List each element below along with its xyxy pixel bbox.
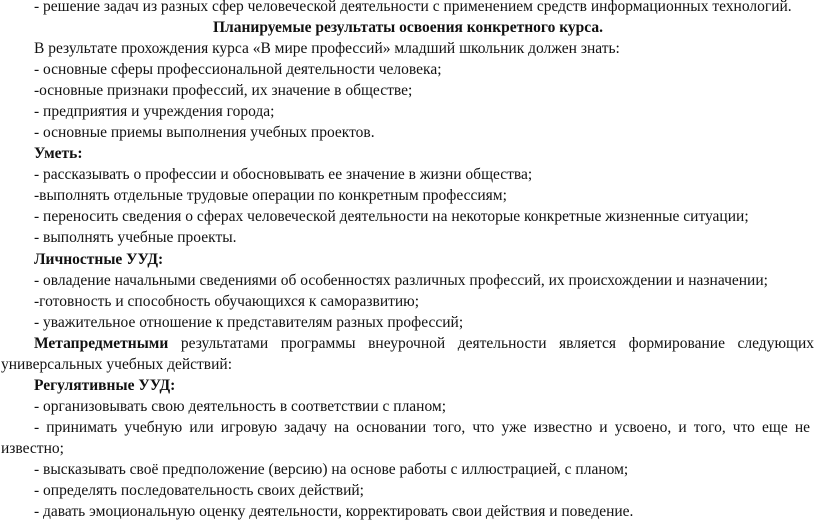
meta-rest-text: результатами программы внеурочной деятельности является формирование следующих xyxy=(180,335,815,352)
regulatory-item: - определять последовательность своих действий; xyxy=(34,482,364,499)
meta-paragraph-line1 xyxy=(34,334,814,354)
skills-item: - переносить сведения о сферах человеческой деятельности на некоторые конкретные жизненные ситуации; xyxy=(34,208,749,225)
know-item: -основные признаки профессий, их значение в обществе; xyxy=(34,82,413,99)
skills-item: - выполнять учебные проекты. xyxy=(34,229,237,246)
skills-item: - рассказывать о профессии и обосновывать ее значение в жизни общества; xyxy=(34,166,533,183)
personal-heading: Личностные УУД: xyxy=(34,251,164,268)
regulatory-heading: Регулятивные УУД: xyxy=(34,377,176,394)
personal-item: - уважительное отношение к представителям разных профессий; xyxy=(34,314,464,331)
know-item: - предприятия и учреждения города; xyxy=(34,103,275,120)
meta-paragraph-line2: универсальных учебных действий: xyxy=(1,356,232,373)
skills-item: -выполнять отдельные трудовые операции по конкретным профессиям; xyxy=(34,187,507,204)
meta-bold-term: Метапредметными xyxy=(34,335,169,352)
personal-item: - овладение начальными сведениями об особенностях различных профессий, их происхождении и назначении; xyxy=(34,272,768,289)
regulatory-item: - высказывать своё предположение (версию) на основе работы с иллюстрацией, с планом; xyxy=(34,461,629,478)
intro-line: - решение задач из разных сфер человеческой деятельности с применением средств информационных технологий. xyxy=(34,0,792,15)
regulatory-item: - давать эмоциональную оценку деятельности, корректировать свои действия и поведение. xyxy=(34,503,634,520)
know-item: - основные приемы выполнения учебных проектов. xyxy=(34,124,375,141)
skills-heading: Уметь: xyxy=(34,145,83,162)
know-intro: В результате прохождения курса «В мире профессий» младший школьник должен знать: xyxy=(34,40,620,57)
regulatory-item-continuation: известно; xyxy=(1,440,64,457)
section-title: Планируемые результаты освоения конкретного курса. xyxy=(213,19,603,36)
regulatory-item: - организовывать свою деятельность в соответствии с планом; xyxy=(34,398,447,415)
regulatory-item: - принимать учебную или игровую задачу на основании того, что уже известно и усвоено, и того, что еще не xyxy=(34,419,810,436)
personal-item: -готовность и способность обучающихся к саморазвитию; xyxy=(34,293,420,310)
know-item: - основные сферы профессиональной деятельности человека; xyxy=(34,61,442,78)
